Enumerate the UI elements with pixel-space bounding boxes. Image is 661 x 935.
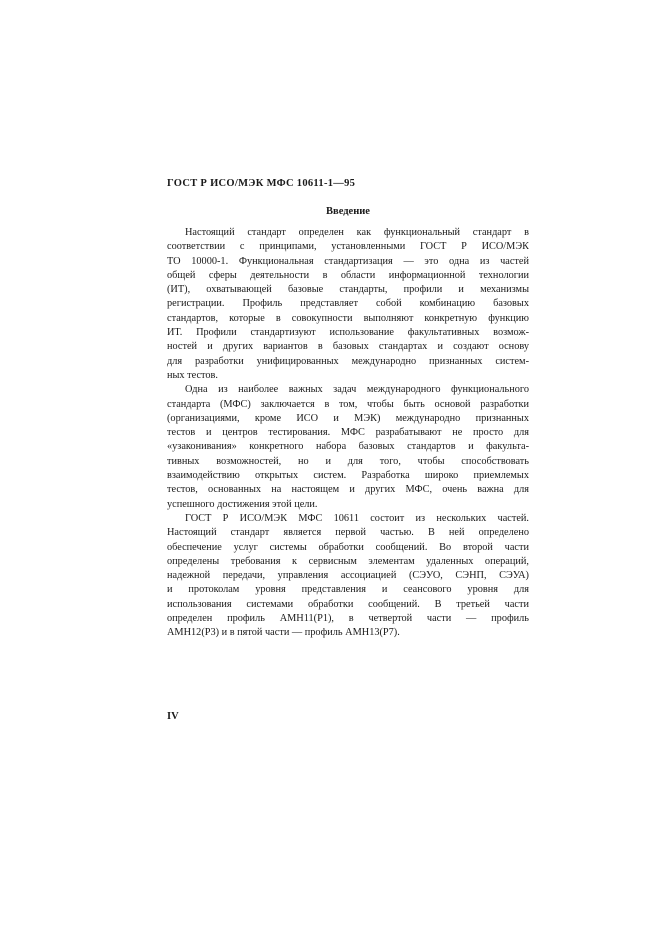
text-line: ИТ. Профили стандартизуют использование факультативных возмож- (167, 327, 529, 339)
text-line: регистрации. Профиль представляет собой комбинацию базовых (167, 298, 529, 310)
text-line: (ИТ), охватывающей базовые стандарты, профили и механизмы (167, 284, 529, 296)
text-line: определен профиль АМН11(Р1), в четвертой части — профиль (167, 613, 529, 625)
text-line: взаимодействию открытых систем. Разработка широко приемлемых (167, 470, 529, 482)
text-line: тестов, основанных на настоящем и других МФС, очень важна для (167, 484, 529, 496)
text-line: и протоколам уровня представления и сеансового уровня для (167, 584, 529, 596)
section-title: Введение (326, 206, 370, 217)
text-line: стандарта (МФС) заключается в том, чтобы быть основой разработки (167, 398, 529, 410)
text-line: обеспечение услуг системы обработки сообщений. Во второй части (167, 541, 529, 553)
text-line: соответствии с принципами, установленными ГОСТ Р ИСО/МЭК (167, 241, 529, 253)
text-line: ГОСТ Р ИСО/МЭК МФС 10611 состоит из нескольких частей. (185, 512, 529, 524)
text-line: ТО 10000-1. Функциональная стандартизация — это одна из частей (167, 255, 529, 267)
text-line: общей сферы деятельности в области информационной технологии (167, 269, 529, 281)
page-number: IV (167, 711, 179, 722)
text-line: тивных возможностей, но и для того, чтобы способствовать (167, 455, 529, 467)
text-line: стандартов, которые в совокупности выполняют конкретную функцию (167, 312, 529, 324)
text-line: тестов и центров тестирования. МФС разрабатывают не просто для (167, 427, 529, 439)
text-line: ностей и других вариантов в базовых стандартах и создают основу (167, 341, 529, 353)
text-line: успешного достижения этой цели. (167, 498, 318, 510)
paragraph-3 (167, 512, 529, 641)
text-line: использования системами обработки сообщений. В третьей части (167, 598, 529, 610)
text-line: «узаконивания» конкретного набора базовых стандартов и факульта- (167, 441, 529, 453)
text-line: Настоящий стандарт определен как функциональный стандарт в (185, 227, 529, 238)
body-text (167, 226, 529, 641)
text-line: Одна из наиболее важных задач международного функционального (185, 384, 529, 396)
text-line: для разработки унифицированных международно признанных систем- (167, 355, 529, 367)
text-line: определены требования к сервисным элементам удаленных операций, (167, 555, 529, 567)
text-line: надежной передачи, управления ассоциацией (СЭУО, СЭНП, СЭУА) (167, 570, 529, 582)
text-line: АМН12(Р3) и в пятой части — профиль АМН13(Р7). (167, 627, 400, 639)
text-line: Настоящий стандарт является первой частью. В ней определено (167, 527, 529, 539)
paragraph-1 (167, 226, 529, 383)
paragraph-2 (167, 383, 529, 512)
document-designation: ГОСТ Р ИСО/МЭК МФС 10611-1—95 (167, 178, 356, 189)
text-line: ных тестов. (167, 369, 218, 381)
text-line: (организациями, кроме ИСО и МЭК) международно признанных (167, 412, 529, 424)
